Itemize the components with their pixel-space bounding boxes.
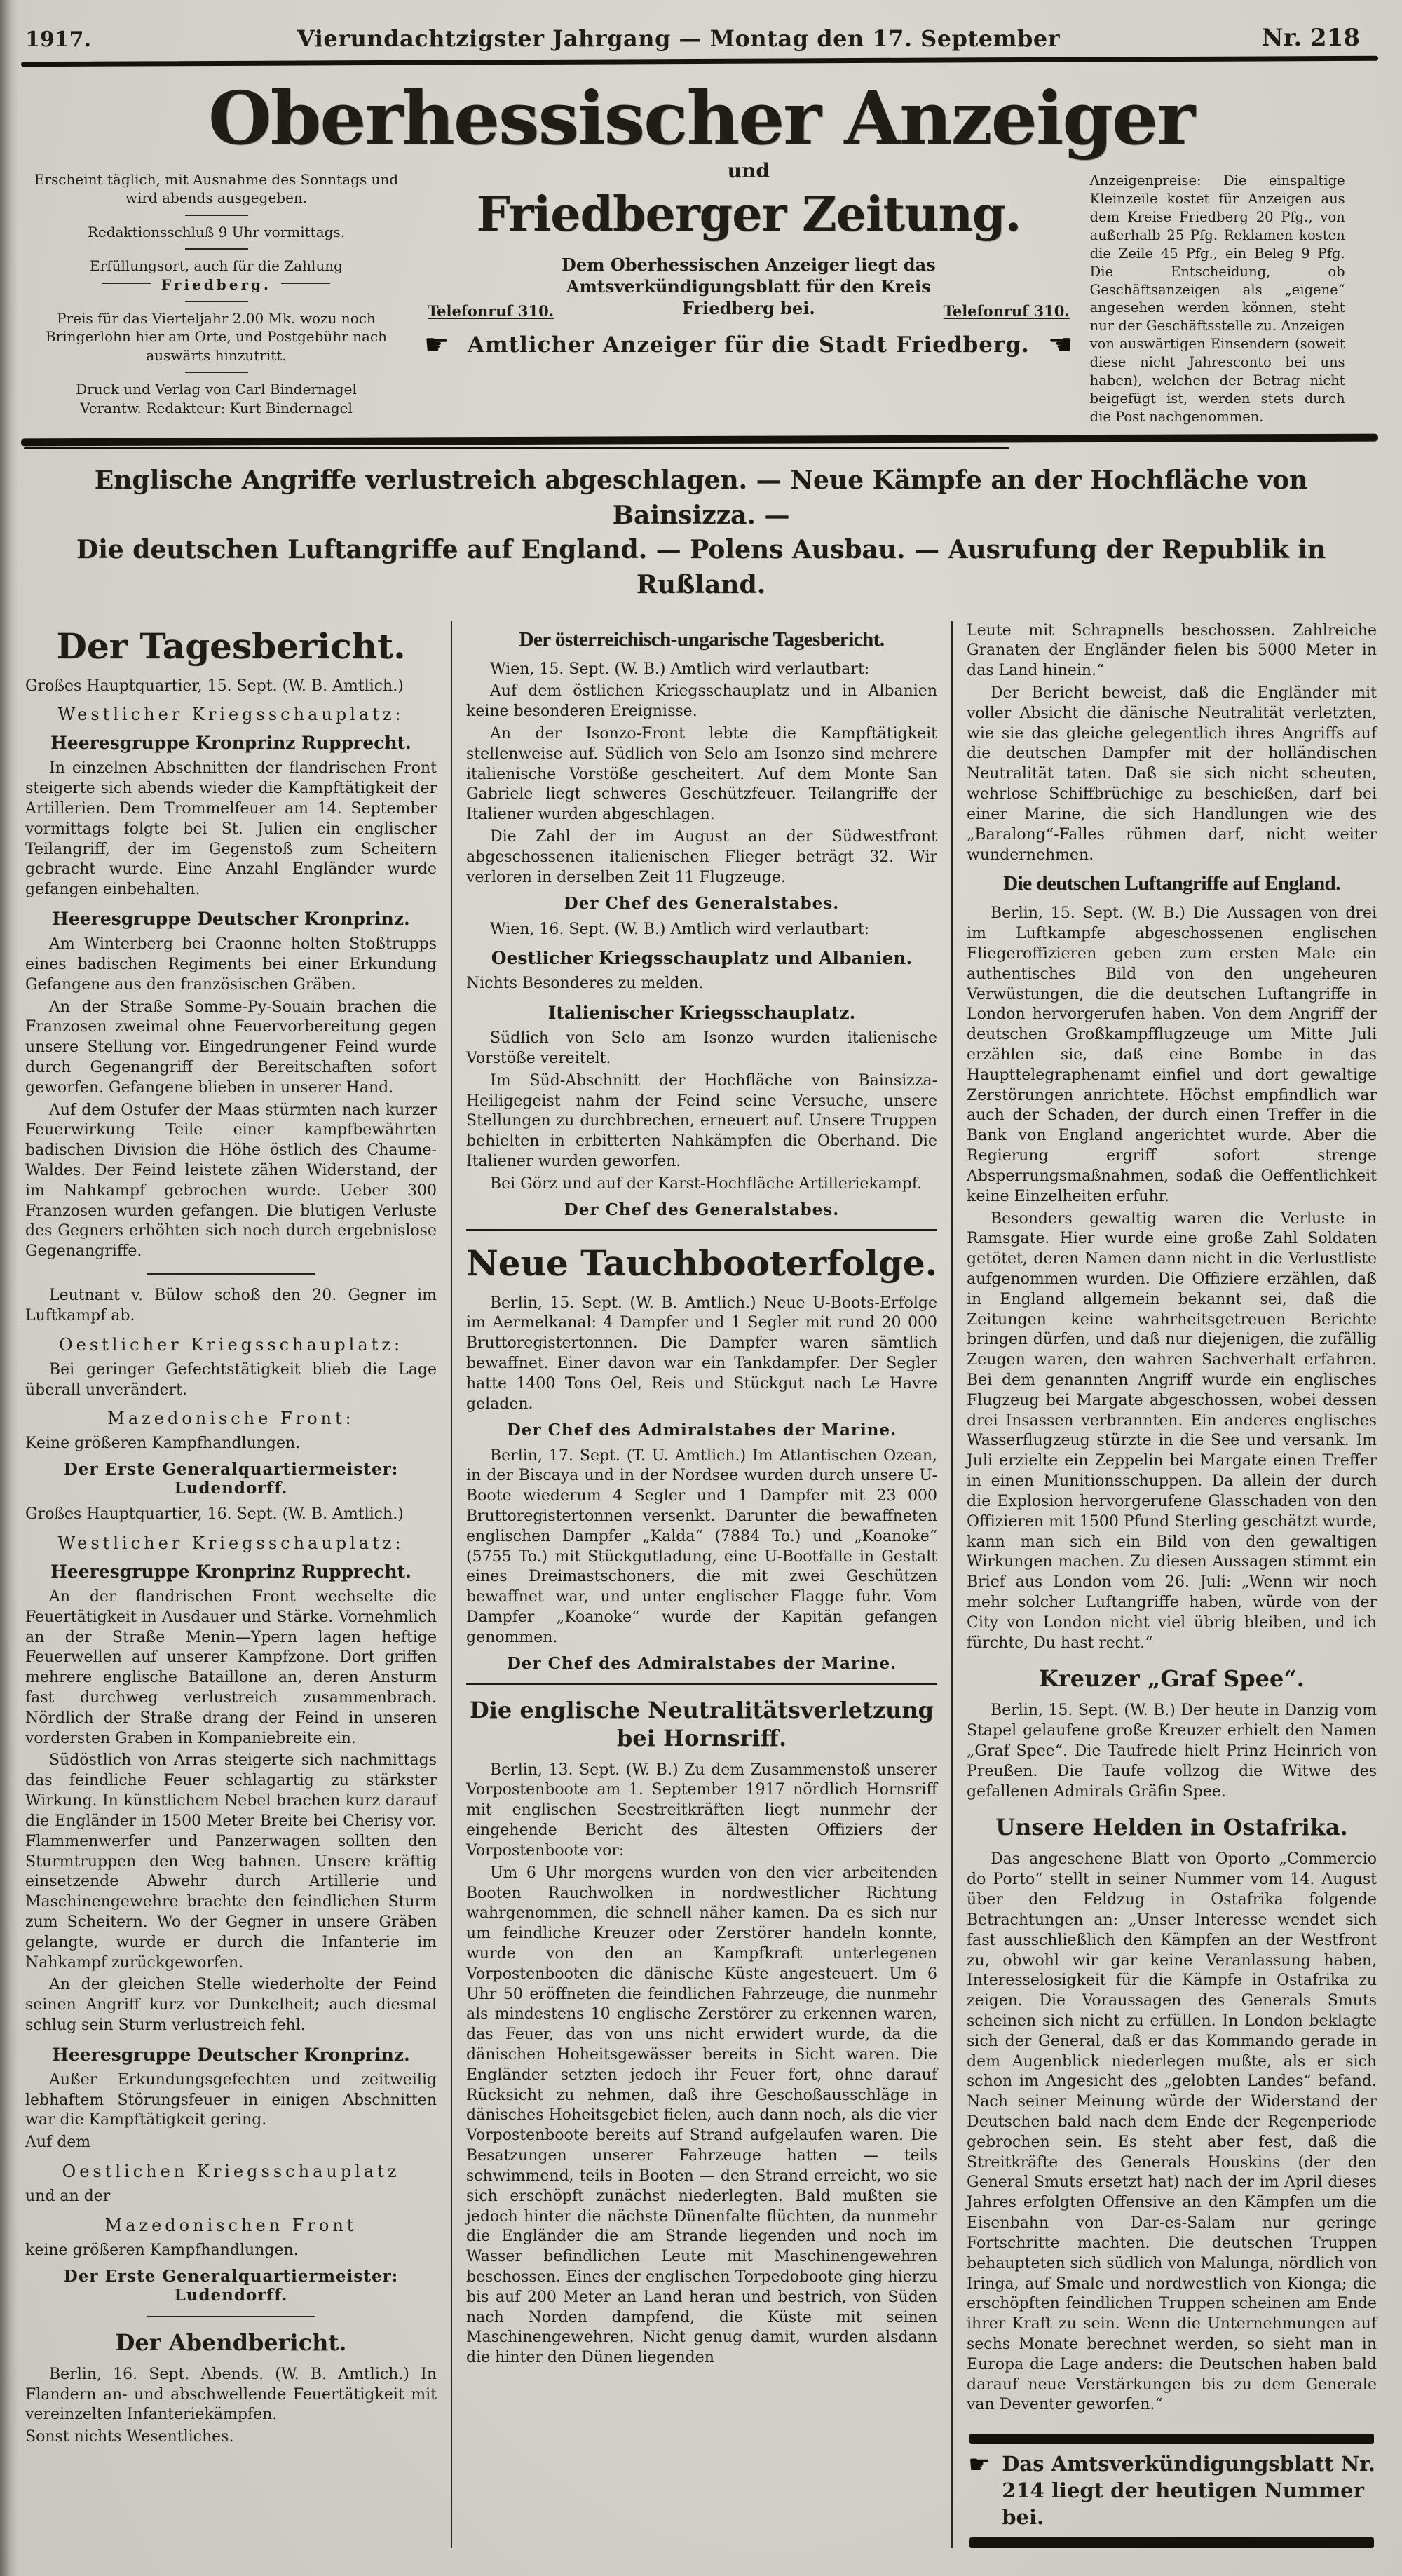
fulfillment-city: Friedberg. <box>25 276 407 294</box>
top-rule <box>21 56 1378 67</box>
paragraph: Im Süd-Abschnitt der Hochfläche von Bainsizza-Heiligegeist nahm der Feind seine Versuche, unsere Stellungen zu durchbrechen, erneuert auf. Unsere Truppen behielten in erbitterten Nahkämpfen die Oberhand. Die Italiener wurden geworfen. <box>466 1071 937 1171</box>
article-headline: Der Tagesbericht. <box>56 625 406 667</box>
publisher-line: Druck und Verlag von Carl Bindernagel <box>76 381 357 398</box>
paragraph: Berlin, 17. Sept. (T. U. Amtlich.) Im Atlantischen Ozean, in der Biscaya und in der Nordsee wurden durch unsere U-Boote wiederum 4 Segler und 1 Dampfer mit 23 000 Bruttoregistertonnen versenkt. Darunter die bewaffneten englischen Dampfer „Kalda“ (7884 To.) und „Koanoke“ (5755 To.) mit Stückgutladung, eine U-Bootfalle in Gestalt eines Dreimastschoners, die mit zwei Geschützen bewaffnet war, und unter englischer Flagge fuhr. Vom Dampfer „Koanoke“ wurde der Kapitän gefangen genommen. <box>466 1446 937 1646</box>
paragraph: An der Isonzo-Front lebte die Kampftätigkeit stellenweise auf. Südlich von Selo am Isonzo sind mehrere italienische Vorstöße gescheitert. Auf dem Monte San Gabriele liegt schweres Geschützfeuer. Teilangriffe der Italiener wurden abgeschlagen. <box>466 725 937 824</box>
official-row <box>424 328 1073 361</box>
paragraph: Um 6 Uhr morgens wurden von den vier arbeitenden Booten Rauchwolken in nordwestlicher Richtung wahrgenommen, die schnell näher kamen. Da es sich nur um feindliche Kreuzer oder Zerstörer handeln konnte, wurde von den an Kampfkraft unterlegenen Vorpostenbooten die dänische Küste angesteuert. Um 6 Uhr 50 eröffneten die feindlichen Fahrzeuge, die nunmehr als mindestens 10 englische Zerstörer zu erkennen waren, das Feuer, das von uns nicht erwidert wurde, da die dänischen Hoheitsgewässer bereits in Sicht waren. Die Engländer setzten jedoch ihr Feuer fort, ohne darauf Rücksicht zu nehmen, daß ihre Geschoßausschläge in dänisches Hoheitsgebiet fielen, auch dann noch, als die vier Vorpostenboote bereits auf Strand aufgelaufen waren. Die Besatzungen unserer Fahrzeuge hatten — teils schwimmend, teils in Booten — den Strand erreicht, wo sie sich erschöpft zunächst niederlegten. Bald mußten sie jedoch hinter die nächste Dünenfalte flüchten, da nunmehr die Engländer die am Strande liegenden und noch im Wasser befindlichen Leute mit Maschinengewehren beschossen. Eines der englischen Torpedoboote ging hierzu bis auf 200 Meter an Land heran und bestrich, von Süden nach Norden dampfend, die Küste mit seinen Maschinengewehren. Nicht genug damit, wurden alsdann die hinter den Dünen liegenden <box>466 1864 937 2367</box>
separator-rule <box>147 1273 315 1275</box>
paragraph: Die Zahl der im August an der Südwestfront abgeschossenen italienischen Flieger beträgt 32. Wir verloren in derselben Zeit 11 Flugzeuge. <box>466 828 937 886</box>
section-heading: Westlicher Kriegsschauplatz: <box>57 1533 404 1553</box>
masthead-row <box>0 155 1402 426</box>
paragraph: Südöstlich von Arras steigerte sich nachmittags das feindliche Feuer schlagartig zu stärkster Wirkung. In künstlichem Nebel brachen kurz darauf die Engländer in 1500 Meter Breite bei Cherisy vor. Flammenwerfer und Panzerwagen sollten den Sturmtruppen den Weg bahnen. Unsere kräftig einsetzende Abwehr durch Artillerie und Maschinengewehre brachte den feindlichen Sturm zum Scheitern. Wo der Gegner in unsere Gräben gelangte, wurde er durch die Infanterie im Nahkampf zurückgeworfen. <box>25 1751 437 1972</box>
imprint-box-left <box>25 170 407 426</box>
notice-bar <box>969 2434 1374 2444</box>
paragraph: Berlin, 13. Sept. (W. B.) Zu dem Zusammenstoß unserer Vorpostenboote am 1. September 1917 nördlich Hornsriff mit englischen Seestreitkräften liegt nunmehr der eingehende Bericht des ältesten Offiziers der Vorpostenboote vor: <box>466 1761 937 1859</box>
notice-text-row <box>968 2451 1375 2530</box>
paragraph: Keine größeren Kampfhandlungen. <box>25 1435 301 1453</box>
paragraph: Nichts Besonderes zu melden. <box>466 975 704 993</box>
article-headline: Neue Tauchbooterfolge. <box>466 1242 937 1284</box>
article-subheadline: Die englische Neutralitätsverletzung bei Hornsriff. <box>469 1696 934 1751</box>
dateline-row <box>0 0 1402 52</box>
banner-line-2: Die deutschen Luftangriffe auf England. — Polens Ausbau. — Ausrufung der Republik in Rußland. <box>76 535 1326 599</box>
phone-number-right: Telefonruf 310. <box>943 301 1070 320</box>
article-subheadline: Kreuzer „Graf Spee“. <box>1039 1665 1305 1693</box>
publication-schedule: Erscheint täglich, mit Ausnahme des Sonntags und wird abends ausgegeben. <box>34 171 399 207</box>
article-columns <box>0 603 1402 2576</box>
paragraph: Leute mit Schrapnells beschossen. Zahlreiche Granaten der Engländer fielen bis 5000 Meter in das Land hinein.“ <box>967 621 1377 680</box>
editorial-deadline: Redaktionsschluß 9 Uhr vormittags. <box>87 223 346 240</box>
paragraph: Auf dem östlichen Kriegsschauplatz und in Albanien keine besonderen Ereignisse. <box>466 682 937 721</box>
subscription-price: Preis für das Vierteljahr 2.00 Mk. wozu noch Bringerlohn hier am Orte, und Postgebühr nach auswärts hinzutritt. <box>45 309 388 364</box>
title-connector: und <box>727 159 770 182</box>
section-heading: Mazedonische Front: <box>107 1409 355 1429</box>
article-headline: Die deutschen Luftangriffe auf England. <box>1003 872 1340 895</box>
paragraph: Wien, 16. Sept. (W. B.) Amtlich wird verlautbart: <box>490 920 870 938</box>
paragraph: Bei Görz und auf der Karst-Hochfläche Artilleriekampf. <box>490 1174 923 1193</box>
pointing-hand-right-icon: ☛ <box>424 328 449 361</box>
paragraph: Berlin, 15. Sept. (W. B. Amtlich.) Neue U-Boots-Erfolge im Aermelkanal: 4 Dampfer und 1 Segler mit rund 20 000 Bruttoregistertonnen. Die Dampfer waren sämtlich bewaffnet. Einer davon war ein Tankdampfer. Der Segler hatte 1400 Tons Oel, Reis und Stückgut nach Le Havre geladen. <box>466 1294 937 1413</box>
paragraph: keine größeren Kampfhandlungen. <box>25 2241 299 2259</box>
official-anzeiger-line: Amtlicher Anzeiger für die Stadt Friedberg. <box>467 332 1030 358</box>
paragraph: Leutnant v. Bülow schoß den 20. Gegner im Luftkampf ab. <box>25 1287 437 1324</box>
editor-line: Verantw. Redakteur: Kurt Bindernagel <box>80 399 353 416</box>
edition-line: Vierundachtzigster Jahrgang — Montag den 17. September <box>297 25 1061 52</box>
separator-rule <box>147 2316 315 2317</box>
subsection-heading: Oestlicher Kriegsschauplatz und Albanien. <box>491 948 913 969</box>
paragraph: An der flandrischen Front wechselte die Feuertätigkeit in Ausdauer und Stärke. Vornehmlich an der Straße Menin—Ypern lagen heftige Feuerwellen auf unserer Kampfzone. Dort griffen mehrere englische Bataillone an, deren Ansturm fast durchweg verlustreich zusammenbrach. Nördlich der Straße drang der Feind in unseren vordersten Graben in Kompaniebreite ein. <box>25 1587 437 1747</box>
paragraph: Auf dem <box>25 2134 91 2152</box>
subsection-heading: Heeresgruppe Kronprinz Rupprecht. <box>50 733 411 754</box>
notice-text: Das Amtsverkündigungsblatt Nr. 214 liegt der heutigen Nummer bei. <box>1002 2452 1375 2529</box>
imprint-separator <box>185 372 248 373</box>
separator-rule-full <box>466 1683 937 1685</box>
imprint-separator <box>185 301 248 302</box>
masthead-bottom-bar-thin <box>24 447 1009 449</box>
section-heading: Oestlicher Kriegsschauplatz: <box>58 1334 404 1355</box>
signature-line: Der Chef des Generalstabes. <box>564 1200 840 1219</box>
signature-line: Der Erste Generalquartiermeister: Ludendorff. <box>63 1460 399 1498</box>
paragraph: Südlich von Selo am Isonzo wurden italienische Vorstöße vereitelt. <box>466 1029 937 1067</box>
separator-rule-full <box>466 1229 937 1231</box>
paragraph: Berlin, 16. Sept. Abends. (W. B. Amtlich.) In Flandern an- und abschwellende Feuertätigkeit mit vereinzelten Infanteriekämpfen. <box>25 2365 437 2424</box>
article-subheadline: Der Abendbericht. <box>115 2328 347 2356</box>
subsection-heading: Heeresgruppe Deutscher Kronprinz. <box>52 909 410 930</box>
headline-banner <box>21 463 1381 603</box>
masthead-center <box>424 158 1073 426</box>
imprint-separator <box>185 215 248 216</box>
newspaper-subtitle: Friedberger Zeitung. <box>476 187 1021 243</box>
signature-line: Der Chef des Admiralstabes der Marine. <box>506 1653 897 1673</box>
column-1 <box>24 621 451 2549</box>
paragraph: Großes Hauptquartier, 15. Sept. (W. B. Amtlich.) <box>25 677 404 695</box>
column-3 <box>951 621 1378 2549</box>
fulfillment-place: Erfüllungsort, auch für die Zahlung <box>90 257 343 275</box>
paragraph: und an der <box>25 2188 111 2206</box>
issue-number: Nr. 218 <box>1261 24 1360 52</box>
subsection-heading: Heeresgruppe Deutscher Kronprinz. <box>52 2044 410 2065</box>
paragraph: Bei geringer Gefechtstätigkeit blieb die Lage überall unverändert. <box>25 1360 437 1399</box>
paragraph: An der gleichen Stelle wiederholte der Feind seinen Angriff kurz vor Dunkelheit; auch diesmal schlug sein Sturm verlustreich fehl. <box>25 1976 437 2035</box>
signature-line: Der Erste Generalquartiermeister: Ludendorff. <box>63 2266 399 2305</box>
notice-bar <box>969 2537 1374 2548</box>
column-2 <box>451 621 951 2549</box>
section-heading: Oestlichen Kriegsschauplatz <box>62 2162 400 2182</box>
banner-line-1: Englische Angriffe verlustreich abgeschlagen. — Neue Kämpfe an der Hochfläche von Bainsizza. — <box>94 465 1308 530</box>
section-heading: Westlicher Kriegsschauplatz: <box>57 705 404 725</box>
paragraph: Besonders gewaltig waren die Verluste in Ramsgate. Hier wurde eine große Zahl Soldaten getötet, deren Namen dann nicht in die Verlustliste aufgenommen wurden. Die Offiziere erzählen, daß in England allgemein bekannt sei, daß die Zeitungen keine wahrheitsgetreuen Berichte bringen dürfen, und daß nur diejenigen, die zufällig Zeugen waren, den wahren Sachverhalt erfahren. Bei dem genannten Angriff wurde ein englisches Flugzeug bei Margate abgeschossen, wobei dessen drei Insassen verbrannten. Ein anderes englisches Wasserflugzeug stürzte in die See und versank. Im Juli erzielte ein Zeppelin bei Margate einen Treffer in einen Munitionsschuppen. Da allein der durch die Explosion hervorgerufene Glasschaden von den Offizieren mit 1500 Pfund Sterling geschätzt wurde, kann man sich ein Bild von den gewaltigen Wirkungen machen. Zu diesen Aussagen stimmt ein Brief aus London vom 26. Juli: „Wenn wir noch mehr solcher Luftangriffe haben, würde von der City von London nicht viel übrig bleiben, und ich fürchte, Du hast recht.“ <box>967 1209 1377 1652</box>
pointing-hand-right-icon: ☛ <box>968 2450 991 2480</box>
signature-line: Der Chef des Admiralstabes der Marine. <box>506 1420 897 1439</box>
paragraph: Auf dem Ostufer der Maas stürmten nach kurzer Feuerwirkung Teile einer kampfbewährten badischen Division die Höhe östlich des Chaume-Waldes. Der Feind leistete zähen Widerstand, der im Nahkampf gebrochen wurde. Ueber 300 Franzosen wurden gefangen. Die blutigen Verluste des Gegners erhöhten sich noch durch ergebnislose Gegenangriffe. <box>25 1101 437 1261</box>
supplement-row <box>424 254 1073 320</box>
paragraph: Sonst nichts Wesentliches. <box>25 2428 234 2446</box>
paragraph: Am Winterberg bei Craonne holten Stoßtrupps eines badischen Regiments bei einer Erkundung Gefangene aus den französischen Gräben. <box>25 935 437 994</box>
year-label: 1917. <box>25 27 91 52</box>
paragraph: Berlin, 15. Sept. (W. B.) Der heute in Danzig vom Stapel gelaufene große Kreuzer erhielt den Namen „Graf Spee“. Die Taufrede hielt Prinz Heinrich von Preußen. Die Taufe vollzog die Witwe des gefallenen Admirals Gräfin Spee. <box>967 1702 1377 1801</box>
section-heading: Mazedonischen Front <box>104 2215 358 2235</box>
paragraph: Das angesehene Blatt von Oporto „Commercio do Porto“ stellt in seiner Nummer vom 14. August über den Feldzug in Ostafrika folgende Betrachtungen an: „Unser Interesse wendet sich fast ausschließlich den Kämpfen an der Westfront zu, obwohl wir gar keine Veranlassung haben, Interesselosigkeit für die Kämpfe in Ostafrika zu zeigen. Die Voraussagen des Generals Smuts scheinen sich nicht zu erfüllen. In London beklagte sich der General, daß er das Kommando gerade in dem Augenblick niederlegen mußte, als er sich schon im Angesicht des „gelobten Landes“ befand. Nach seiner Meinung würde der Widerstand der Deutschen bald nach dem Ende der Regenperiode gebrochen sein. Es steht aber fest, daß die Streitkräfte des Generals Houskins (der den General Smuts ersetzt hat) nach der im April dieses Jahres erfolgten Offensive an den Kämpfen um die Eisenbahn von Dar-es-Salam nur geringe Fortschritte machten. Die deutschen Truppen behaupteten sich südlich von Malunga, nördlich von Iringa, auf Smale und nordwestlich von Kionga; die erschöpften feindlichen Truppen scheinen am Ende ihrer Kraft zu sein. Wenn die Unternehmungen auf sechs Monate berechnet werden, so sieht man in Europa die Lage anders: die Deutschen haben bald darauf neue Verstärkungen bis zu dem Generale van Deventer geworfen.“ <box>967 1850 1377 2414</box>
ad-prices-box: Anzeigenpreise: Die einspaltige Kleinzeile kostet für Anzeigen aus dem Kreise Friedberg 20 Pfg., von außerhalb 25 Pfg. Reklamen kosten die Zeile 45 Pfg., ein Beleg 9 Pfg. Die Entscheidung, ob Geschäftsanzeigen als „eigene“ angesehen werden können, steht nur der Geschäftsstelle zu. Anzeigen von auswärtigen Einsendern (soweit diese nicht Jahresconto bei uns haben), welchen der Betrag nicht beigefügt ist, werden stets durch die Post nachgenommen. <box>1089 172 1345 425</box>
signature-line: Der Chef des Generalstabes. <box>564 893 840 913</box>
subsection-heading: Italienischer Kriegsschauplatz. <box>547 1003 856 1024</box>
masthead-bottom-bar <box>21 434 1378 447</box>
paragraph: Wien, 15. Sept. (W. B.) Amtlich wird verlautbart: <box>490 660 870 678</box>
article-subheadline: Unsere Helden in Ostafrika. <box>995 1814 1348 1841</box>
paragraph: Großes Hauptquartier, 16. Sept. (W. B. Amtlich.) <box>25 1505 404 1524</box>
imprint-separator <box>185 248 248 250</box>
phone-number-left: Telefonruf 310. <box>427 301 554 320</box>
subsection-heading: Heeresgruppe Kronprinz Rupprecht. <box>50 1561 411 1582</box>
article-headline: Der österreichisch-ungarische Tagesbericht. <box>519 628 885 651</box>
newspaper-title: Oberhessischer Anzeiger <box>207 75 1195 161</box>
pointing-hand-left-icon: ☚ <box>1047 328 1073 361</box>
paragraph: Außer Erkundungsgefechten und zeitweilig lebhaftem Störungsfeuer in einigen Abschnitten war die Kampftätigkeit gering. <box>25 2070 437 2129</box>
paragraph: An der Straße Somme-Py-Souain brachen die Franzosen zweimal ohne Feuervorbereitung gegen unsere Stellung vor. Eingedrungener Feind wurde durch Gegenangriff der Bereitschaften sofort geworfen. Gefangene blieben in unserer Hand. <box>25 998 437 1097</box>
paragraph: Berlin, 15. Sept. (W. B.) Die Aussagen von drei im Luftkampfe abgeschossenen englischen Fliegeroffizieren geben zum ersten Male ein authentisches Bild von den ungeheuren Verwüstungen, die die deutschen Luftangriffe in London hervorgerufen haben. Von dem Angriff der deutschen Großkampfflugzeuge um Mitte Juli erzählen sie, daß eine Bombe in das Haupttelegraphenamt einfiel und dort gewaltige Zerstörungen anrichtete. Höchst empfindlich war auch der Schaden, der durch einen Treffer in die Bank von England angerichtet wurde. Aber die Regierung ergriff sofort strenge Absperrungsmaßnahmen, sodaß die Oeffentlichkeit keine Einzelheiten erfuhr. <box>967 904 1377 1205</box>
paragraph: In einzelnen Abschnitten der flandrischen Front steigerte sich abends wieder die Kampftätigkeit der Artillerien. Dem Trommelfeuer am 14. September vormittags folgte bei St. Julien ein englischer Teilangriff, der im Gegenstoß zum Scheitern gebracht wurde. Eine Anzahl Engländer wurde gefangen einbehalten. <box>25 759 437 899</box>
supplement-line: Dem Oberhessischen Anzeiger liegt das Amtsverkündigungsblatt für den Kreis Friedberg bei. <box>562 255 936 319</box>
paragraph: Der Bericht beweist, daß die Engländer mit voller Absicht die dänische Neutralität verletzten, wie sie das gleiche gelegentlich ihres Angriffs auf die deutschen Dampfer mit der holländischen Neutralität taten. Daß sie sich nicht scheuten, wehrlose Schiffbrüchige zu beschießen, darf bei einer Marine, die sich Handlungen wie des „Baralong“-Falles rühmen darf, nicht weiter wundernehmen. <box>967 684 1377 864</box>
supplement-notice <box>967 2434 1377 2548</box>
